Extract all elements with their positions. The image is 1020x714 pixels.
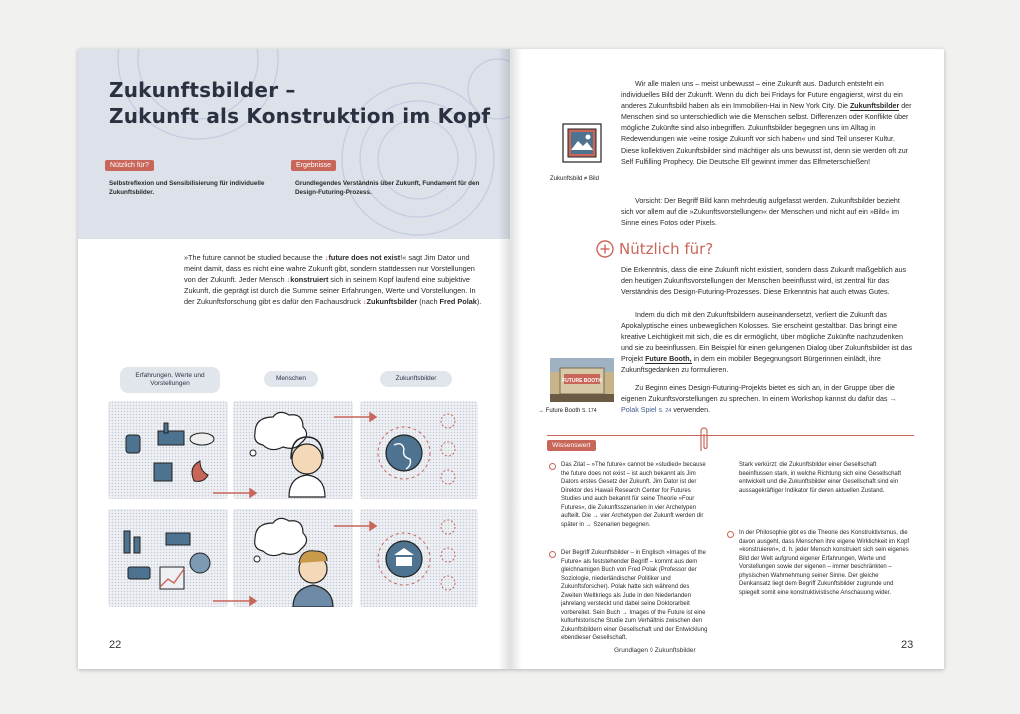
tag-nuetzlich: Nützlich für? xyxy=(105,160,154,171)
left-page xyxy=(78,49,510,669)
future-booth-photo xyxy=(550,358,614,402)
booth-caption-page: S. 174 xyxy=(582,408,597,414)
polak-spiel-link[interactable]: → Polak Spiel xyxy=(621,395,897,415)
arrow-icon: ↓ xyxy=(286,275,291,285)
quote-text: sich in seinem Kopf laufend eine subjektive Zukunft, die geprägt ist durch die Summe seiner Erfahrungen, Werte und Vorstellungen. In der Zukunftsforschung gibt es dafür den Fachausdruck xyxy=(184,275,476,307)
page-number-right: 23 xyxy=(901,639,914,651)
bullet-icon xyxy=(549,551,556,558)
quote-bold: future does not exist xyxy=(328,253,401,262)
tag-nuetzlich-text: Selbstreflexion und Sensibilisierung für individuelle Zukunftsbilder. xyxy=(109,180,265,196)
quote-bold: Fred Polak xyxy=(439,297,477,307)
page-number-left: 22 xyxy=(109,639,122,651)
framed-picture-icon xyxy=(561,122,603,164)
book-spread xyxy=(78,49,944,669)
p5-text: Zu Beginn eines Design-Futuring-Projekts bietet es sich an, in der Gruppe über die eigenen Zukunftsvorstellungen zu sprechen. In einem Workshop kannst du dafür das xyxy=(621,384,895,404)
quote-text: !« sagt Jim Dator und meint damit, dass es nicht eine wahre Zukunft gibt, sondern stattdessen nur Vorstellungen von der Zukunft. Jeder Mensch xyxy=(184,253,475,285)
quote-bold: Zukunftsbilder xyxy=(366,297,418,307)
page-footer: Grundlagen ◊ Zukunftsbilder xyxy=(614,647,696,654)
p1-rest: der Menschen sind so unterschiedlich wie die Menschen selbst. Differenzen oder Konflikte über mögliche Zukünfte sind also inbegriffen. Zukunftsbilder begegnen uns im Alltag in Redewendungen wie »eine rosige Zukunft vor sich haben« und sind Teil unserer Kultur. Diese kollektiven Zukunftsbilder sind mächtiger als uns bewusst ist, denn sie werden oft zur Self Fulfilling Prophecy. Die Deutsche Elf gewinnt immer das Elfmeterschießen! xyxy=(621,102,912,166)
wissenswert-tag: Wissenswert xyxy=(547,440,596,451)
right-page xyxy=(510,49,944,669)
section-heading xyxy=(596,240,713,258)
wissen-note-2: Der Begriff Zukunftsbilder – in Englisch »Images of the Future« als feststehender Begriff – kommt aus dem gleichnamigen Buch von Fred Polak (Professor der Soziologie, niederländischer Politiker und Zukunftsforscher). Polak hatte sich während des Zweiten Weltkriegs als Jude in den Niederlanden jahrelang versteckt und dabei seine Doktorarbeit vorbereitet. Sein Buch → Images of the Future ist eine kulturhistorische Studie zum Verhältnis zwischen den Zukunftsbildern einer Gesellschaft und der Entwicklung ebendieser Gesellschaft. xyxy=(561,550,708,639)
bullet-icon xyxy=(549,463,556,470)
p1-bold: Zukunftsbilder xyxy=(849,102,900,111)
bullet-icon xyxy=(727,531,734,538)
p5-rest: verwenden. xyxy=(673,406,710,415)
book-gutter xyxy=(498,49,522,669)
paragraph-5 xyxy=(621,383,913,417)
p1-text: Wir alle malen uns – meist unbewusst – eine Zukunft aus. Dadurch entsteht ein individuelles Bild der Zukunft. Wenn du dich bei Fridays for Future engagierst, wirst du ein anderes Zukunftsbild haben als ein Immobilien-Hai in New York City. Die xyxy=(621,80,903,111)
quote-bold: konstruiert xyxy=(290,275,329,285)
tag-ergebnisse-text: Grundlegendes Verständnis über Zukunft, Fundament für den Design-Futuring-Prozess. xyxy=(295,180,480,196)
p4-text: Indem du dich mit den Zukunftsbildern auseinandersetzt, verliert die Zukunft das Apokalyptische eines unbeweglichen Kolosses. Sie erscheint gestaltbar. Das bringt eine kreative Leichtigkeit mit sich, die es dir ermöglicht, über mögliche Zukünfte nachzudenken und sie zu beeinflussen. Ein Beispiel für einen gelungenen Dialog über Zukunftsbilder ist das Projekt xyxy=(621,311,913,364)
arrow-icon: ↓ xyxy=(324,253,329,262)
p4-rest: in dem ein mobiler Begegnungsort Bürgerinnen einlädt, ihre Zukunftsgedanken zu formulieren. xyxy=(621,355,881,375)
title-line-2: Zukunft als Konstruktion im Kopf xyxy=(109,104,491,128)
future-booth-link[interactable]: Future Booth, xyxy=(645,355,692,364)
arrow-icon: ↓ xyxy=(362,297,367,307)
wissen-note-3: Stark verkürzt: die Zukunftsbilder einer Gesellschaft beeinflussen stark, in welche Richtung sich eine Gesellschaft entwickelt und die Zukunftsbilder einer Gesellschaft sind ein aussagekräftiger Indikator für deren aktuellen Zustand. xyxy=(739,462,902,494)
diagram-label-zukunftsbilder: Zukunftsbilder xyxy=(380,371,452,387)
diagram-arrows xyxy=(78,49,510,669)
icon-caption: Zukunftsbild ≠ Bild xyxy=(550,176,599,182)
tag-ergebnisse: Ergebnisse xyxy=(291,160,336,171)
paragraph-4 xyxy=(621,310,913,377)
diagram-label-erfahrungen: Erfahrungen, Werte und Vorstellungen xyxy=(120,367,220,393)
title-line-1: Zukunftsbilder – xyxy=(109,78,296,102)
paragraph-1 xyxy=(621,79,913,168)
diagram-label-menschen: Menschen xyxy=(264,371,318,387)
wissenswert-divider xyxy=(547,435,914,436)
paperclip-icon xyxy=(698,425,710,453)
quote-text: »The future cannot be studied because the xyxy=(184,253,325,262)
booth-sign: FUTURE BOOTH xyxy=(562,378,602,384)
booth-caption xyxy=(538,408,597,414)
quote-text: ). xyxy=(476,297,482,307)
section-title: Nützlich für? xyxy=(619,240,714,258)
wissen-note-4: In der Philosophie gibt es die Theorie des Konstruktivismus, die davon ausgeht, dass Menschen ihre eigene Wirklichkeit im Kopf »konstruieren«, d. h. jeder Mensch konstruiert sich sein eigenes Bild der Welt aufgrund eigener Erfahrungen, Werte und Vorstellungen sowie der eigenen – immer beschränkten – physischen Wahrnehmung seiner Sinne. Der gleiche Denkansatz liegt dem Begriff Zukunftsbilder zugrunde und spiegelt somit eine konstruktivistische Anschauung wider. xyxy=(739,530,910,596)
booth-caption-text: → Future Booth xyxy=(538,408,581,414)
wissen-note-1: Das Zitat – »The future« cannot be »studied« because the future does not exist – ist auch bekannt als Jim Dators erstes Gesetz der Zukunft. Jim Dator ist der Direktor des Hawaii Research Center for Futures Studies und auch bekannt für seine Theorie »Four Futures«, die Zukunftsszenarien in vier Archetypen aufteilt. Die → vier Archetypen der Zukunft werden dir später in → Szenarien begegnen. xyxy=(561,462,706,528)
paragraph-2: Vorsicht: Der Begriff Bild kann mehrdeutig aufgefasst werden. Zukunftsbilder bezieht sich vor allem auf die »Zukunftsvorstellungen« der Menschen und nicht auf ein »Bild« im Sinne eines Fotos oder Pixels. xyxy=(621,197,900,228)
paragraph-3: Die Erkenntnis, dass die eine Zukunft nicht existiert, sondern dass Zukunft maßgeblich aus den heutigen Zukunftsvorstellungen der Menschen beeinflusst wird, ist zentral für das Verständnis des Design-Futuring-Prozesses. Diese Erkenntnis hat auch etwas Gutes. xyxy=(621,266,907,297)
quote-text: (nach xyxy=(417,297,440,307)
polak-spiel-page: S. 24 xyxy=(658,408,672,415)
plus-circle-icon xyxy=(596,240,614,258)
